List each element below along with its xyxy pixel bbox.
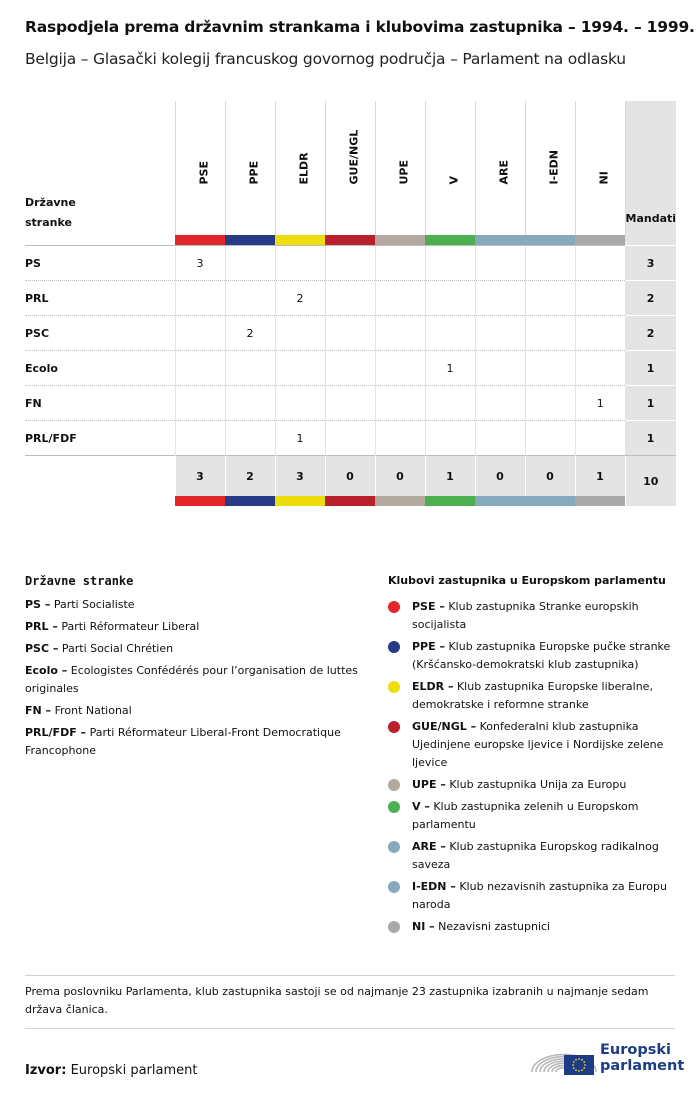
european-parliament-logo [528,1038,685,1078]
national-party-entry [25,596,370,614]
group-full-name: Klub zastupnika Stranke europskih socijalista [412,600,639,631]
group-color-dot-icon [388,721,400,733]
group-abbr: V – [412,800,430,813]
logo-text [600,1042,684,1074]
seat-cell [375,386,425,421]
row-header-line: stranke [25,216,72,229]
group-color-swatch [375,235,425,246]
seat-cell: 1 [425,351,475,386]
group-column-header [425,101,475,235]
group-full-name: Nezavisni zastupnici [438,920,551,933]
row-total: 2 [625,316,676,351]
group-total: 1 [575,456,625,497]
table-row [25,246,676,281]
seat-cell [225,421,275,456]
seat-cell [225,351,275,386]
group-abbr: I-EDN – [412,880,456,893]
party-name: PRL/FDF [25,421,175,456]
party-full-name: Parti Socialiste [53,598,135,611]
group-label: ARE [497,160,511,185]
seat-cell: 3 [175,246,225,281]
seat-cell: 1 [275,421,325,456]
seat-cell [325,246,375,281]
party-name: PS [25,246,175,281]
group-abbr: ELDR – [412,680,454,693]
seat-cell [325,421,375,456]
seat-cell [275,351,325,386]
seat-cell [525,351,575,386]
group-color-swatch [375,496,425,506]
party-abbr: PRL/FDF – [25,726,87,739]
seat-cell [325,316,375,351]
seat-cell [175,421,225,456]
group-color-swatch [275,496,325,506]
divider [25,1028,675,1029]
group-color-swatch [525,496,575,506]
seat-cell [175,351,225,386]
party-name: PSC [25,316,175,351]
national-party-entry [25,724,370,760]
seat-cell [375,351,425,386]
group-color-dot-icon [388,881,400,893]
group-color-swatch [575,235,625,246]
seat-cell [175,316,225,351]
group-column-header [175,101,225,235]
row-header [25,101,175,235]
national-party-entry [25,702,370,720]
group-color-swatch [525,235,575,246]
group-label: ELDR [297,152,311,185]
seat-cell [425,421,475,456]
group-color-swatch [325,496,375,506]
political-group-entry [388,798,678,834]
spacer [625,235,676,246]
source-value: Europski parlament [70,1063,198,1078]
seat-cell: 1 [575,386,625,421]
group-total: 0 [375,456,425,497]
grand-total: 10 [625,456,676,507]
seat-cell [175,386,225,421]
seat-cell [325,386,375,421]
political-group-entry [388,678,678,714]
group-color-dot-icon [388,841,400,853]
seat-cell [225,386,275,421]
hemicycle-flag-icon [528,1038,598,1078]
seat-cell [475,316,525,351]
group-color-swatch [425,235,475,246]
party-abbr: PSC – [25,642,59,655]
party-name: Ecolo [25,351,175,386]
group-color-dot-icon [388,779,400,791]
seat-cell [575,246,625,281]
group-total: 0 [525,456,575,497]
group-total: 0 [325,456,375,497]
group-color-swatch [475,496,525,506]
political-groups-legend [388,572,678,940]
logo-line2: parlament [600,1058,685,1074]
national-party-entry [25,640,370,658]
group-label: PSE [197,161,211,185]
party-full-name: Parti Social Chrétien [61,642,174,655]
seat-cell [325,351,375,386]
group-column-header [375,101,425,235]
party-name: FN [25,386,175,421]
seat-cell [475,246,525,281]
seat-cell [475,421,525,456]
group-color-dot-icon [388,681,400,693]
group-label: PPE [247,160,261,185]
table-row [25,386,676,421]
table-row [25,351,676,386]
party-abbr: Ecolo – [25,664,68,677]
political-group-entry [388,598,678,634]
source-label: Izvor: [25,1063,67,1078]
group-color-dot-icon [388,641,400,653]
party-name: PRL [25,281,175,316]
divider [25,975,675,976]
group-abbr: UPE – [412,778,446,791]
group-label: I-EDN [547,149,561,185]
group-column-header [325,101,375,235]
group-full-name: Klub zastupnika Europske pučke stranke (Kršćansko-demokratski klub zastupnika) [412,640,671,671]
group-full-name: Konfederalni klub zastupnika Ujedinjene europske ljevice i Nordijske zelene ljevice [412,720,664,769]
group-total: 2 [225,456,275,497]
group-full-name: Klub zastupnika Europskog radikalnog saveza [412,840,659,871]
seat-cell [375,246,425,281]
seat-cell [425,281,475,316]
group-abbr: PSE – [412,600,445,613]
group-total: 0 [475,456,525,497]
group-color-swatch [325,235,375,246]
table-row [25,316,676,351]
table-row [25,421,676,456]
table-row [25,281,676,316]
group-total: 3 [175,456,225,497]
national-party-entry [25,662,370,698]
group-color-dot-icon [388,801,400,813]
party-full-name: Ecologistes Confédérés pour l’organisation de luttes originales [25,664,358,695]
group-abbr: PPE – [412,640,445,653]
national-party-entry [25,618,370,636]
group-color-swatch [175,235,225,246]
party-full-name: Parti Réformateur Liberal [61,620,200,633]
row-total: 1 [625,351,676,386]
group-column-header [275,101,325,235]
spacer [25,456,175,497]
row-total: 3 [625,246,676,281]
group-full-name: Klub zastupnika Unija za Europu [449,778,627,791]
group-label: GUE/NGL [347,129,361,185]
spacer [25,496,175,506]
seat-cell [275,386,325,421]
national-parties-legend [25,572,370,764]
group-color-swatch [425,496,475,506]
seat-cell [575,351,625,386]
seat-cell [425,246,475,281]
seat-cell [475,351,525,386]
group-column-header [475,101,525,235]
group-abbr: ARE – [412,840,446,853]
seat-cell [275,246,325,281]
page-title: Raspodjela prema državnim strankama i klubovima zastupnika – 1994. – 1999. [25,18,695,36]
seat-cell [375,281,425,316]
group-color-dot-icon [388,601,400,613]
political-group-entry [388,776,678,794]
seat-cell [525,281,575,316]
political-group-entry [388,718,678,772]
seat-cell [425,386,475,421]
seat-cell [525,386,575,421]
group-color-swatch [475,235,525,246]
seat-cell [375,316,425,351]
group-color-swatch [225,235,275,246]
political-group-entry [388,878,678,914]
seat-cell [225,281,275,316]
footnote: Prema poslovniku Parlamenta, klub zastupnika sastoji se od najmanje 23 zastupnika izabranih u najmanje sedam država članica. [25,985,649,1016]
spacer [25,235,175,246]
seat-cell: 2 [275,281,325,316]
seat-cell [575,421,625,456]
group-full-name: Klub nezavisnih zastupnika za Europu naroda [412,880,667,911]
seat-cell [575,316,625,351]
row-total: 1 [625,386,676,421]
page-subtitle: Belgija – Glasački kolegij francuskog govornog područja – Parlament na odlasku [25,50,626,68]
group-column-header [225,101,275,235]
logo-line1: Europski [600,1042,671,1058]
group-color-swatch [175,496,225,506]
seat-cell [275,316,325,351]
row-header-line: Državne [25,196,76,209]
party-abbr: PRL – [25,620,58,633]
seat-cell [525,246,575,281]
group-abbr: GUE/NGL – [412,720,477,733]
seat-cell [475,281,525,316]
seat-cell [175,281,225,316]
group-full-name: Klub zastupnika zelenih u Europskom parlamentu [412,800,639,831]
national-parties-heading: Državne stranke [25,574,134,588]
header-row [25,101,676,235]
group-column-header [575,101,625,235]
party-full-name: Parti Réformateur Liberal-Front Democratique Francophone [25,726,341,757]
seat-cell [575,281,625,316]
political-group-entry [388,918,678,936]
seat-cell [475,386,525,421]
group-color-swatch [575,496,625,506]
row-total: 2 [625,281,676,316]
party-full-name: Front National [54,704,132,717]
seat-cell [375,421,425,456]
seat-cell [525,316,575,351]
group-color-row [25,496,676,506]
political-groups-heading: Klubovi zastupnika u Europskom parlamentu [388,574,666,587]
total-column-header: Mandati [625,101,676,235]
political-group-entry [388,638,678,674]
party-abbr: PS – [25,598,51,611]
group-total: 1 [425,456,475,497]
group-color-swatch [225,496,275,506]
seat-distribution-table [25,101,676,506]
group-total: 3 [275,456,325,497]
group-label: V [447,175,461,185]
group-column-header [525,101,575,235]
group-color-dot-icon [388,921,400,933]
seat-cell [325,281,375,316]
seat-cell [425,316,475,351]
group-label: NI [597,171,611,185]
group-full-name: Klub zastupnika Europske liberalne, demokratske i reformne stranke [412,680,653,711]
seat-cell [225,246,275,281]
party-abbr: FN – [25,704,52,717]
group-color-swatch [275,235,325,246]
group-label: UPE [397,159,411,185]
group-abbr: NI – [412,920,435,933]
totals-row [25,456,676,497]
group-color-row [25,235,676,246]
row-total: 1 [625,421,676,456]
political-group-entry [388,838,678,874]
seat-cell: 2 [225,316,275,351]
source-line [25,1063,197,1078]
seat-cell [525,421,575,456]
